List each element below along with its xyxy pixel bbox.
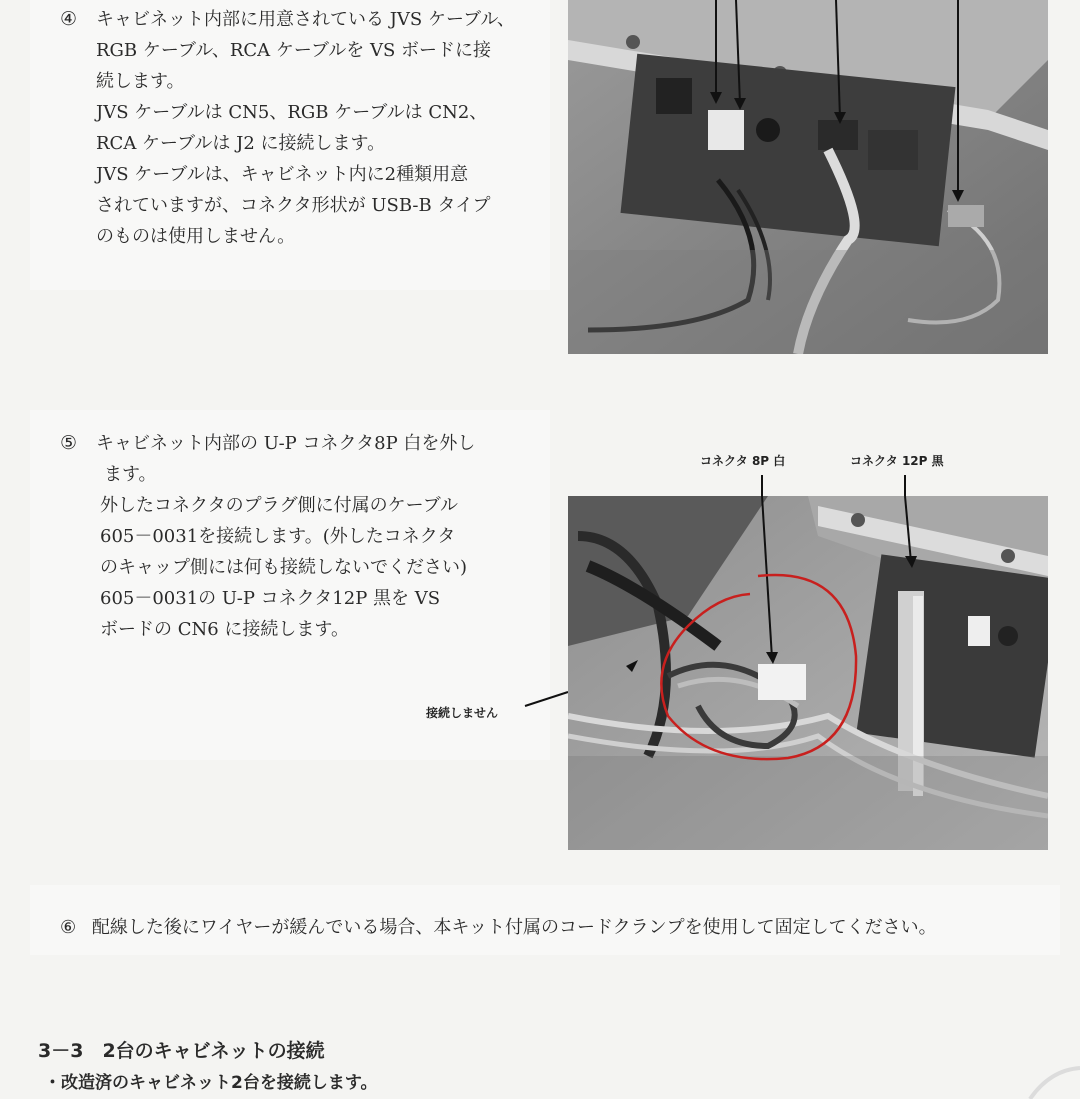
- section-heading: 3－3 2台のキャビネットの接続: [38, 1040, 325, 1062]
- connector-8p-label: コネクタ 8P 白: [700, 454, 786, 468]
- section-subtext: ・改造済のキャビネット2台を接続します。: [44, 1073, 378, 1093]
- step6-number: ⑥: [60, 917, 77, 938]
- step6-text: 配線した後にワイヤーが緩んでいる場合、本キット付属のコードクランプを使用して固定してください。: [91, 917, 937, 938]
- page-curl-decoration: [1020, 1060, 1080, 1099]
- step4-number: ④: [60, 8, 78, 30]
- connector-12p-label: コネクタ 12P 黒: [850, 454, 944, 468]
- connector-photo-drawing: [568, 496, 1048, 850]
- step4-line: 続します。: [96, 71, 185, 92]
- step5-line: のキャップ側には何も接続しないでください): [100, 557, 468, 578]
- vs-board-photo: [568, 0, 1048, 354]
- step5-line: 外したコネクタのプラグ側に付属のケーブル: [100, 495, 459, 516]
- step4-line: されていますが、コネクタ形状が USB-B タイプ: [96, 195, 491, 216]
- step4-line: JVS ケーブルは、キャビネット内に2種類用意: [96, 164, 469, 185]
- step5-number: ⑤: [60, 432, 78, 454]
- step5-line: 605－0031の U-P コネクタ12P 黒を VS: [100, 588, 441, 609]
- step5-line: 605－0031を接続します。(外したコネクタ: [100, 526, 456, 547]
- step4-line: のものは使用しません。: [96, 226, 296, 247]
- connector-photo: [568, 496, 1048, 850]
- step4-line: RGB ケーブル、RCA ケーブルを VS ボードに接: [96, 40, 492, 61]
- step5-line: キャビネット内部の U-P コネクタ8P 白を外し: [96, 433, 476, 454]
- step5-line: ます。: [104, 464, 157, 485]
- step4-line: RCA ケーブルは J2 に接続します。: [96, 133, 386, 154]
- step6-block: [60, 913, 937, 939]
- step4-line: JVS ケーブルは CN5、RGB ケーブルは CN2、: [96, 102, 488, 123]
- not-connected-label: 接続しません: [426, 706, 499, 720]
- step5-line: ボードの CN6 に接続します。: [100, 619, 349, 640]
- step4-line: キャビネット内部に用意されている JVS ケーブル、: [96, 9, 515, 30]
- vs-board-photo-drawing: [568, 0, 1048, 354]
